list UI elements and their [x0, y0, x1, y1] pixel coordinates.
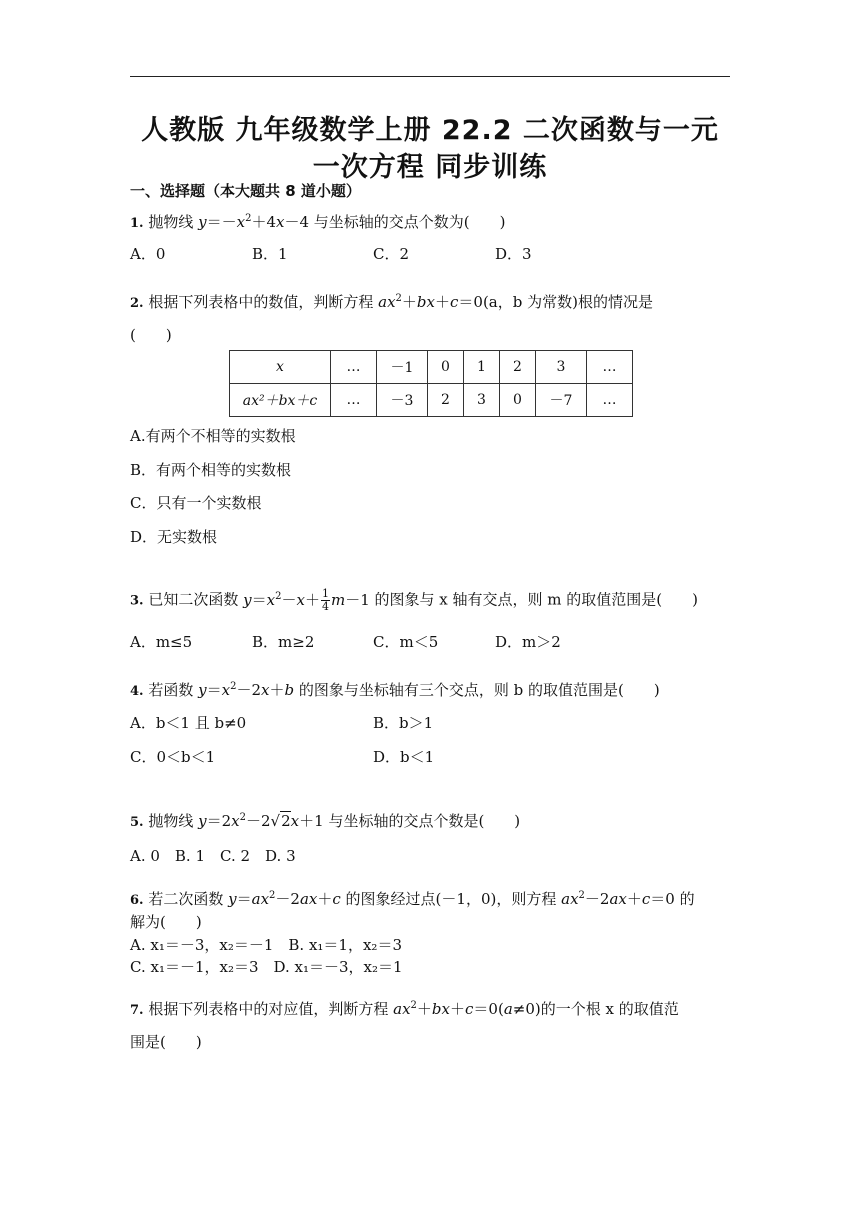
question-1-stem: 1. 抛物线 $y=-x^2+4x-4$ 与坐标轴的交点个数为( ) — [130, 213, 506, 231]
value-table — [229, 350, 633, 417]
question-3-option-c: C．m＜5 — [373, 633, 439, 651]
question-number: 1. — [130, 216, 144, 231]
question-5-stem: 5. 抛物线 $y=2x^2-2√2x+1$ 与坐标轴的交点个数是( ) — [130, 812, 521, 830]
question-3-option-b: B．m≥2 — [252, 633, 315, 651]
table-cell: 0 — [428, 351, 464, 384]
table-cell: 1 — [464, 351, 500, 384]
question-1-option-b: B．1 — [252, 245, 288, 263]
question-5-options: A. 0 B. 1 C. 2 D. 3 — [130, 847, 296, 865]
equation: $ax^2-2ax+c=0$ — [561, 890, 675, 908]
equation: $y=2x^2-2√2x+1$ — [198, 812, 324, 830]
question-number: 4. — [130, 684, 144, 699]
question-2-option-d: D．无实数根 — [130, 528, 218, 546]
page-title-line1: 人教版 九年级数学上册 22.2 二次函数与一元 — [141, 115, 719, 146]
equation: $ax^2+bx+c=0(a\ne 0)$ — [393, 1000, 541, 1018]
table-cell: 3 — [536, 351, 587, 384]
question-4-option-c: C．0＜b＜1 — [130, 748, 216, 766]
question-2-stem: 2. 根据下列表格中的数值，判断方程 $ax^2+bx+c=0(a$，b 为常数)根的情况是 — [130, 293, 653, 311]
question-7-stem: 7. 根据下列表格中的对应值，判断方程 $ax^2+bx+c=0(a\ne 0)$的一个根 x 的取值范 — [130, 1000, 679, 1018]
section-heading: 一、选择题（本大题共 8 道小题） — [130, 182, 361, 200]
equation: $y=ax^2-2ax+c$ — [228, 890, 341, 908]
table-cell: 2 — [500, 351, 536, 384]
table-cell: … — [331, 351, 377, 384]
question-number: 3. — [130, 593, 144, 609]
question-2-option-a: A.有两个不相等的实数根 — [130, 427, 296, 445]
question-4-option-d: D．b＜1 — [373, 748, 435, 766]
table-cell: x — [230, 351, 331, 384]
question-number: 6. — [130, 893, 144, 908]
question-1-option-d: D．3 — [495, 245, 532, 263]
table-cell: －1 — [377, 351, 428, 384]
header-rule — [130, 76, 730, 77]
table-cell: 2 — [428, 384, 464, 417]
question-4-option-a: A．b＜1 且 b≠0 — [130, 714, 247, 732]
question-2-option-b: B．有两个相等的实数根 — [130, 461, 292, 479]
question-number: 2. — [130, 296, 144, 311]
question-6-options-line2: C. x₁＝－1，x₂＝3 D. x₁＝－3，x₂＝1 — [130, 958, 403, 976]
equation: $y=x^2-x+$ $\frac{1}{4}$ m－1 — [243, 587, 370, 613]
table-cell: … — [331, 384, 377, 417]
table-cell: 3 — [464, 384, 500, 417]
question-1-option-c: C．2 — [373, 245, 410, 263]
question-2-stem-cont: ( ) — [130, 326, 172, 344]
question-4-option-b: B．b＞1 — [373, 714, 434, 732]
question-6-options-line1: A. x₁＝－3，x₂＝－1 B. x₁＝1，x₂＝3 — [130, 936, 402, 954]
question-6-stem: 6. 若二次函数 $y=ax^2-2ax+c$ 的图象经过点(－1，0)，则方程 $ax^2-2ax+c=0$ 的 — [130, 890, 695, 908]
table-cell: … — [587, 351, 633, 384]
question-6-stem-cont: 解为( ) — [130, 913, 202, 931]
equation: $y=-x^2+4x-4$ — [198, 213, 310, 231]
question-1-option-a: A．0 — [130, 245, 166, 263]
table-row — [230, 384, 633, 417]
table-cell: －7 — [536, 384, 587, 417]
question-3-option-d: D．m＞2 — [495, 633, 561, 651]
question-3-option-a: A．m≤5 — [130, 633, 193, 651]
question-number: 5. — [130, 815, 144, 830]
question-3-stem: 3. 已知二次函数 $y=x^2-x+$ $\frac{1}{4}$ m－1 的图象与 x 轴有交点，则 m 的取值范围是( ) — [130, 587, 698, 613]
table-cell: ax²＋bx＋c — [230, 384, 331, 417]
table-cell: 0 — [500, 384, 536, 417]
question-2-option-c: C．只有一个实数根 — [130, 494, 262, 512]
fraction: $\frac{1}{4}$ — [321, 587, 329, 613]
table-row — [230, 351, 633, 384]
question-7-stem-cont: 围是( ) — [130, 1033, 202, 1051]
question-4-stem: 4. 若函数 $y=x^2-2x+b$ 的图象与坐标轴有三个交点，则 b 的取值范围是( ) — [130, 681, 660, 699]
table-cell: －3 — [377, 384, 428, 417]
equation: $ax^2+bx+c=0$ — [378, 293, 483, 311]
question-number: 7. — [130, 1003, 144, 1018]
page-title-line2: 一次方程 同步训练 — [312, 152, 548, 183]
table-cell: … — [587, 384, 633, 417]
equation: $y=x^2-2x+b$ — [198, 681, 295, 699]
